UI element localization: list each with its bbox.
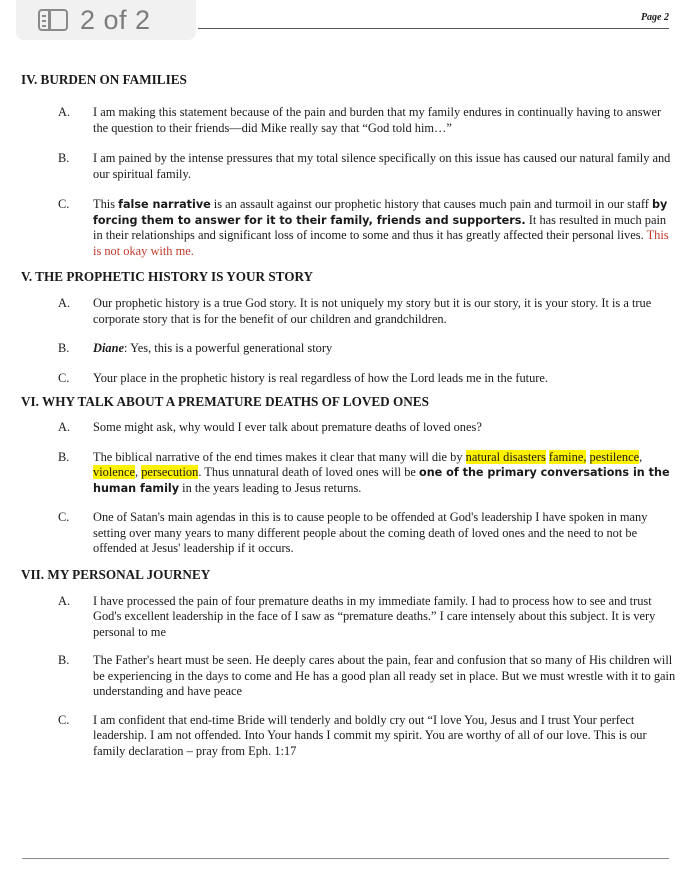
- highlighted-text: persecution: [141, 465, 199, 479]
- emphasis-text: false narrative: [118, 198, 211, 211]
- item-text: Diane: Yes, this is a powerful generational story: [93, 341, 333, 355]
- list-item: [58, 197, 676, 259]
- emphasis-text: by forcing them to answer for it to their family, friends and supporters.: [93, 198, 668, 227]
- list-item: [58, 594, 676, 641]
- highlighted-text: famine,: [548, 449, 587, 464]
- list-item: [58, 420, 676, 436]
- list-item: [58, 341, 676, 357]
- document-body: [21, 72, 676, 759]
- item-text: This false narrative is an assault against our prophetic history that causes much pain and turmoil in our staff by forcing them to answer for it to their family, friends and supporters. It has resulted in much pain in their relationships and significant loss of income to some and thus it has greatly affected their personal lives. This is not okay with me.: [93, 197, 669, 258]
- item-letter: C.: [58, 370, 70, 385]
- list-item: [58, 151, 676, 182]
- emphasis-text: one of the primary conversations in the human family: [93, 466, 670, 495]
- item-letter: B.: [58, 653, 70, 667]
- item-letter: A.: [58, 296, 71, 310]
- item-letter: A.: [58, 593, 71, 608]
- highlighted-text: violence: [93, 465, 135, 479]
- header-rule: [198, 28, 669, 29]
- highlighted-text: natural disasters: [465, 449, 546, 464]
- list-item: [58, 371, 676, 387]
- item-letter: B.: [58, 449, 70, 464]
- page-count: 2 of 2: [80, 4, 151, 35]
- list-item: [58, 713, 676, 760]
- highlighted-text: pestilence: [589, 449, 640, 464]
- section-heading-vii: VII. MY PERSONAL JOURNEY: [21, 566, 211, 582]
- item-text: I am pained by the intense pressures that my total silence specifically on this issue has caused our natural family and our spiritual family.: [93, 151, 671, 181]
- item-letter: B.: [58, 151, 70, 165]
- page-indicator[interactable]: [16, 0, 196, 40]
- item-text: I am making this statement because of the pain and burden that my family endures in continually having to answer the question to their friends—did Mike really say that “God told him…”: [93, 105, 662, 135]
- item-letter: C.: [58, 712, 70, 727]
- item-text: Our prophetic history is a true God story. It is not uniquely my story but it is our story, it is your story. It is a true corporate story that is for the benefit of our children and grandchildren.: [93, 296, 652, 326]
- item-letter: C.: [58, 510, 70, 524]
- list-item: [58, 450, 676, 497]
- item-letter: B.: [58, 341, 70, 355]
- item-letter: C.: [58, 197, 70, 211]
- section-heading-vi: VI. WHY TALK ABOUT A PREMATURE DEATHS OF LOVED ONES: [21, 394, 429, 409]
- list-item: [58, 296, 676, 327]
- item-letter: A.: [58, 420, 71, 434]
- item-text: The biblical narrative of the end times makes it clear that many will die by natural disasters famine, pestilence, violence, persecution. Thus unnatural death of loved ones will be one of the primary conversations in the human family in the years leading to Jesus returns.: [93, 449, 670, 495]
- pages-icon: [38, 9, 68, 31]
- section-heading-v: V. THE PROPHETIC HISTORY IS YOUR STORY: [21, 269, 314, 284]
- section-heading-iv: IV. BURDEN ON FAMILIES: [21, 72, 187, 87]
- item-text: The Father's heart must be seen. He deeply cares about the pain, fear and confusion that so many of His children will be experiencing in the days to come and He has a good plan all ready set in place. But we must wrestle with it to gain understanding and have peace: [93, 653, 676, 698]
- item-text: Your place in the prophetic history is real regardless of how the Lord leads me in the future.: [93, 370, 549, 385]
- footer-rule: [22, 858, 669, 859]
- item-letter: A.: [58, 105, 71, 119]
- list-item: [58, 653, 676, 700]
- list-item: [58, 105, 676, 136]
- speaker-name: Diane: [93, 341, 124, 355]
- item-text: One of Satan's main agendas in this is to cause people to be offended at God's leadership I have spoken in many setting over many years to many different people about the coming death of loved ones and the need to not be offended at Jesus' leadership if it occurs.: [93, 510, 648, 555]
- red-note: This is not okay with me.: [93, 228, 669, 258]
- list-item: [58, 510, 676, 557]
- item-text: I am confident that end-time Bride will tenderly and boldly cry out “I love You, Jesus and I trust Your perfect leadership. I am not offended. Into Your hands I commit my spirit. You are worthy of all of our love. This is our family declaration – pray from Eph. 1:17: [93, 712, 647, 758]
- item-text: Some might ask, why would I ever talk about premature deaths of loved ones?: [93, 420, 482, 434]
- item-text: I have processed the pain of four premature deaths in my immediate family. I had to process how to see and trust God's excellent leadership in the face of I saw as “premature deaths.” I care intensely about this subject. It is very personal to me: [93, 593, 656, 639]
- page-label: Page 2: [640, 12, 669, 23]
